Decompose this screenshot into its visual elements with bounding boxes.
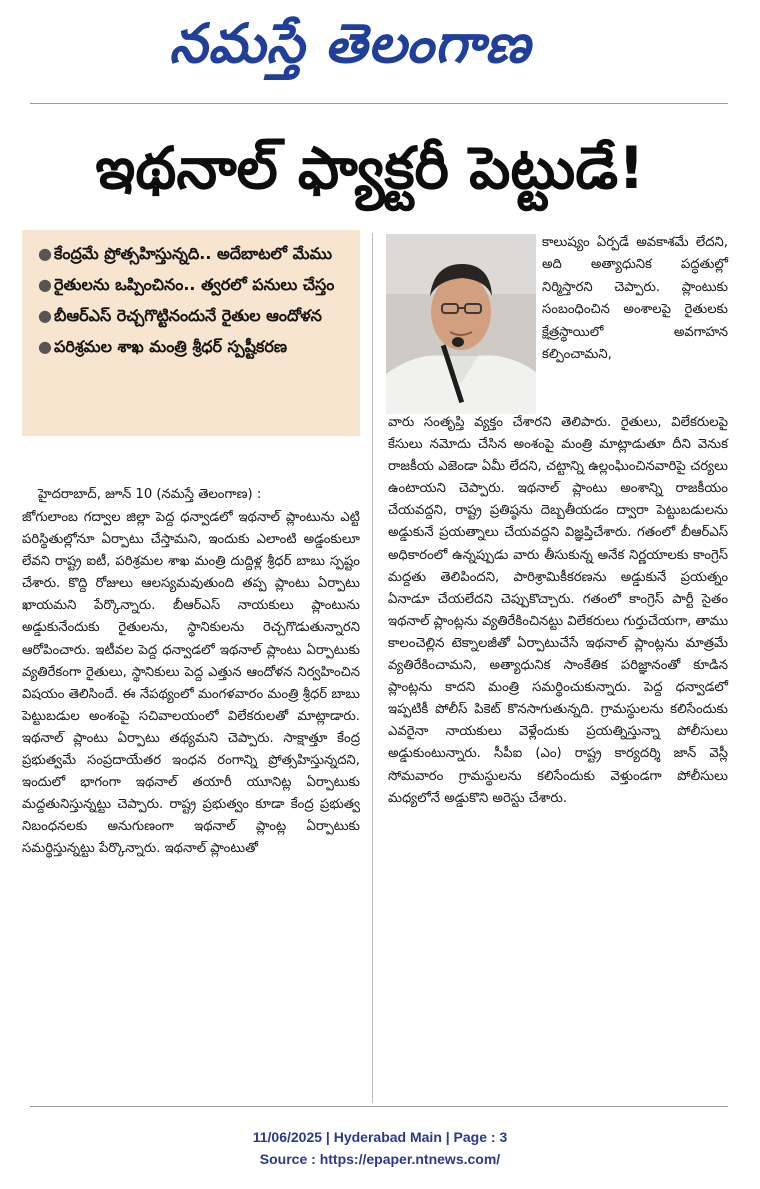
- masthead-divider: [30, 103, 728, 104]
- highlight-text: పరిశ్రమల శాఖ మంత్రి శ్రీధర్ స్పష్టీకరణ: [54, 337, 288, 356]
- highlight-item: [34, 269, 350, 300]
- masthead: [0, 0, 760, 100]
- footer: [0, 1126, 760, 1170]
- bullet-icon: ●: [38, 244, 52, 263]
- highlight-item: [34, 300, 350, 331]
- article-right-column: వారు సంతృప్తి వ్యక్తం చేశారని తెలిపారు. రైతులు, విలేకరులపై కేసులు నమోదు చేసిన అంశంపై మంత్రి మాట్లాడుతూ దీని వెనుక రాజకీయ ఎజెండా ఏమీ లేదని, చట్టాన్ని ఉల్లంఘించినవారిపై చర్యలు ఉంటాయని చెప్పారు. ఇథనాల్ ప్లాంటు అంశాన్ని రాజకీయం చేయవద్దని, రాష్ట్ర ప్రతిష్ఠను దెబ్బతీయడం ద్వారా పెట్టుబడులను అడ్డుకునే ప్రయత్నాలు చేయవద్దని విజ్ఞప్తిచేశారు. గతంలో బీఆర్ఎస్ అధికారంలో ఉన్నప్పుడు వారు తీసుకున్న అనేక నిర్ణయాలకు కాంగ్రెస్ మద్దతు తెలిపిందని, పారిశ్రామికీకరణను అడ్డుకునే ప్రయత్నం ఏనాడూ చేయలేదని చెప్పుకొచ్చారు. గతంలో కాంగ్రెస్ పార్టీ సైతం ఇథనాల్ ప్లాంట్లను వ్యతిరేకించినట్టు విలేకరులు గుర్తుచేయగా, తాము కాలంచెల్లిన టెక్నాలజీతో ఏర్పాటుచేసే ఇథనాల్ ప్లాంట్లను మాత్రమే వ్యతిరేకించామని, అత్యాధునిక సాంకేతిక పరిజ్ఞానంతో కూడిన ప్లాంట్లను కాదని మంత్రి సమర్థించుకున్నారు. పెద్ద ధన్వాడలో ఇప్పటికీ పోలీస్ పికెట్ కొనసాగుతున్నది. గ్రామస్థులను కలిసేందుకు ఎవరైనా నాయకులు వెళ్లేందుకు ప్రయత్నిస్తున్నా పోలీసులు అడ్డుకుంటున్నారు. సీపీఐ (ఎం) రాష్ట్ర కార్యదర్శి జాన్ వెస్లీ సోమవారం గ్రామస్థులను కలిసేందుకు వెళ్తుండగా పోలీసులు మధ్యలోనే అడ్డుకొని అరెస్టు చేశారు.: [388, 415, 729, 806]
- highlight-text: బీఆర్ఎస్ రెచ్చగొట్టినందునే రైతుల ఆందోళన: [54, 306, 322, 325]
- minister-photo: [386, 234, 536, 414]
- article-paragraph: జోగులాంబ గద్వాల జిల్లా పెద్ద ధన్వాడలో ఇథనాల్ ప్లాంటును ఎట్టి పరిస్థితుల్లోనూ ఏర్పాటు చేస్తామని, ఇందుకు ఎలాంటి అడ్డంకులూ లేవని రాష్ట్ర ఐటీ, పరిశ్రమల శాఖ మంత్రి దుద్దిళ్ల శ్రీధర్ బాబు స్పష్టం చేశారు. కొద్ది రోజులు ఆలస్యమవుతుంది తప్ప ప్లాంటు ఏర్పాటు ఖాయమని పేర్కొన్నారు. బీఆర్ఎస్ నాయకులు ప్లాంటును అడ్డుకునేందుకు రైతులను, స్థానికులను రెచ్చగొడుతున్నారని ఆరోపించారు. ఇటీవల పెద్ద ధన్వాడలో ఇథనాల్ ప్లాంటు ఏర్పాటుకు వ్యతిరేకంగా రైతులు, స్థానికులు పెద్ద ఎత్తున ఆందోళన నిర్వహించిన విషయం తెలిసిందే. ఈ నేపథ్యంలో మంగళవారం మంత్రి శ్రీధర్ బాబు పెట్టుబడుల అంశంపై సచివాలయంలో విలేకరులతో మాట్లాడారు. ఇథనాల్ ప్లాంటు ఏర్పాటు తథ్యమని చెప్పారు. సాక్షాత్తూ కేంద్ర ప్రభుత్వమే సంప్రదాయేతర ఇంధన రంగాన్ని ప్రోత్సహిస్తున్నదని, ఇందులో భాగంగా ఇథనాల్ తయారీ యూనిట్ల ఏర్పాటుకు మద్దతునిస్తున్నట్టు చెప్పారు. రాష్ట్ర ప్రభుత్వం కూడా కేంద్ర ప్రభుత్వ నిబంధనలకు అనుగుణంగా ఇథనాల్ ప్లాంట్ల ఏర్పాటుకు సమర్థిస్తున్నట్టు పేర్కొన్నారు. ఇథనాల్ ప్లాంటుతో: [22, 510, 360, 857]
- highlight-item: [34, 238, 350, 269]
- portrait-illustration: [386, 234, 536, 414]
- bullet-icon: ●: [38, 337, 52, 356]
- footer-divider: [30, 1106, 728, 1107]
- masthead-logo: నమస్తే తెలంగాణ: [169, 12, 531, 75]
- highlight-text: రైతులను ఒప్పించినం.. త్వరలో పనులు చేస్తం: [54, 275, 335, 294]
- highlights-box: [22, 230, 360, 436]
- article-right-top: కాలుష్యం ఏర్పడే అవకాశమే లేదని, అది అత్యాధునిక పద్ధతుల్లో నిర్మిస్తారని చెప్పారు. ప్లాంటుకు సంబంధించిన అంశాలపై రైతులకు క్షేత్రస్థాయిలో అవగాహన కల్పించామని,: [542, 235, 728, 363]
- bullet-icon: ●: [38, 306, 52, 325]
- article-left-column: [22, 485, 360, 861]
- highlight-text: కేంద్రమే ప్రోత్సహిస్తున్నది.. అదేబాటలో మేము: [54, 244, 332, 263]
- footer-source: Source : https://epaper.ntnews.com/: [259, 1151, 501, 1167]
- column-divider: [372, 233, 373, 1103]
- footer-date-edition: 11/06/2025 | Hyderabad Main | Page : 3: [252, 1129, 508, 1145]
- article-dateline: హైదరాబాద్, జూన్ 10 (నమస్తే తెలంగాణ) :: [38, 487, 262, 502]
- bullet-icon: ●: [38, 275, 52, 294]
- headline: ఇథనాల్ ఫ్యాక్టరీ పెట్టుడే!: [95, 134, 645, 202]
- highlight-item: [34, 331, 350, 362]
